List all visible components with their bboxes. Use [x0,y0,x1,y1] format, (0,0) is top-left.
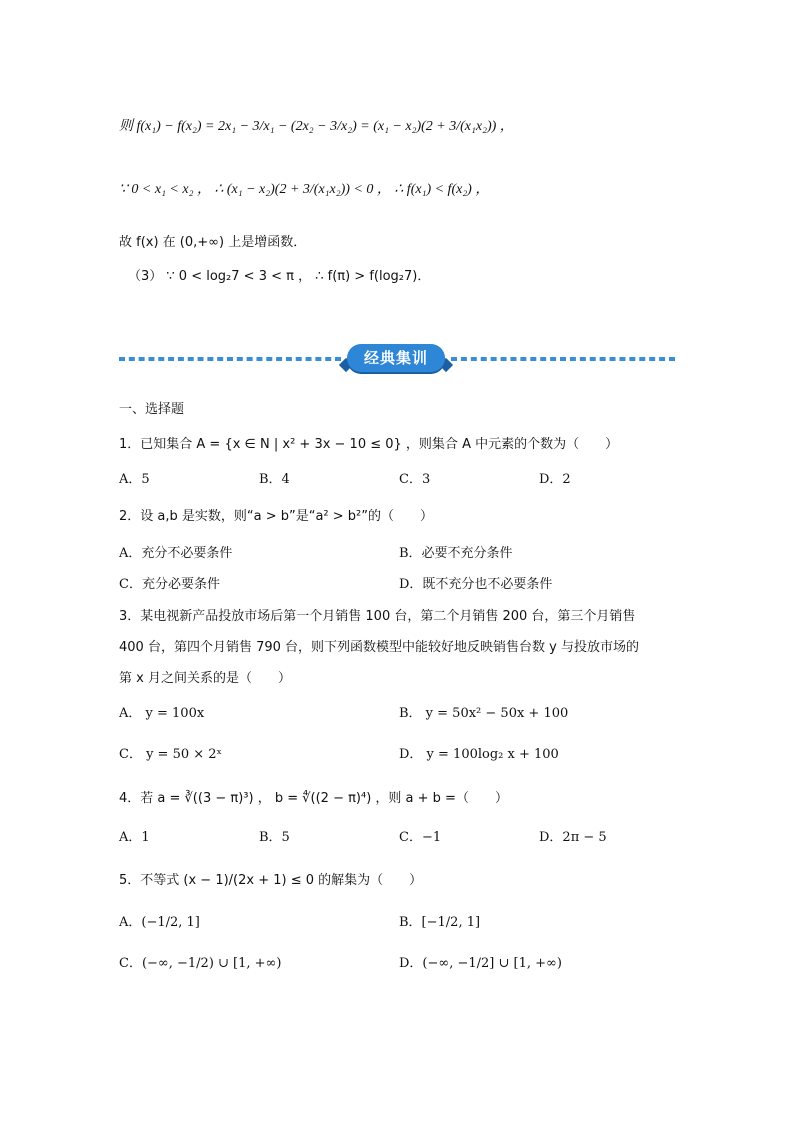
solution-line-1: 则 f(x₁) − f(x₂) = 2x₁ − 3/x₁ − (2x₂ − 3/x₂) = (x₁ − x₂)(2 + 3/(x₁x₂)) ， [119,119,514,134]
q5-option-c[interactable]: C．(−∞, −1/2) ∪ [1, +∞) [119,956,282,971]
question-1-stem: 1．已知集合 A = {x ∈ N | x² + 3x − 10 ≤ 0} ，则集合 A 中元素的个数为（ ） [119,437,619,452]
q3-option-b[interactable]: B． y = 50x² − 50x + 100 [399,706,569,721]
q2-option-a[interactable]: A．充分不必要条件 [119,546,233,561]
solution-line-4: （3） ∵ 0 < log₂7 < 3 < π ， ∴ f(π) > f(log₂7)． [128,269,431,284]
q3-option-c[interactable]: C． y = 50 × 2ˣ [119,747,223,762]
solution-line-3: 故 f(x) 在 (0,+∞) 上是增函数． [119,235,307,250]
section-heading: 一、选择题 [119,402,185,417]
banner-right-dashes [451,357,675,361]
q4-option-d[interactable]: D．2π − 5 [539,830,607,845]
q2-option-c[interactable]: C．充分必要条件 [119,577,220,592]
question-5-stem: 5．不等式 (x − 1)/(2x + 1) ≤ 0 的解集为（ ） [119,873,423,888]
q1-option-b[interactable]: B．4 [259,472,290,487]
question-3-stem-line-2: 400 台，第四个月销售 790 台，则下列函数模型中能较好地反映销售台数 y 与投放市场的 [119,640,639,655]
solution-line-2: ∵ 0 < x₁ < x₂ ， ∴ (x₁ − x₂)(2 + 3/(x₁x₂)) < 0 ， ∴ f(x₁) < f(x₂) ， [119,182,490,197]
q2-option-b[interactable]: B．必要不充分条件 [399,546,513,561]
question-2-stem: 2．设 a,b 是实数，则“a > b”是“a² > b²”的（ ） [119,509,433,524]
q4-option-a[interactable]: A．1 [119,830,150,845]
q3-option-a[interactable]: A． y = 100x [119,706,205,721]
q1-option-d[interactable]: D．2 [539,472,571,487]
q1-option-a[interactable]: A．5 [119,472,150,487]
q1-option-c[interactable]: C．3 [399,472,431,487]
banner-title: 经典集训 [347,344,445,372]
q4-option-c[interactable]: C．−1 [399,830,442,845]
q2-option-d[interactable]: D．既不充分也不必要条件 [399,577,553,592]
question-3-stem-line-3: 第 x 月之间关系的是（ ） [119,671,291,686]
q3-option-d[interactable]: D． y = 100log₂ x + 100 [399,747,559,762]
question-3-stem-line-1: 3．某电视新产品投放市场后第一个月销售 100 台，第二个月销售 200 台，第三个月销售 [119,609,636,624]
banner-left-dashes [119,357,341,361]
question-4-stem: 4．若 a = ∛((3 − π)³) ， b = ∜((2 − π)⁴) ，则 a + b =（ ） [119,791,508,806]
q4-option-b[interactable]: B．5 [259,830,290,845]
q5-option-b[interactable]: B．[−1/2, 1] [399,915,481,930]
q5-option-a[interactable]: A．(−1/2, 1] [119,915,200,930]
section-banner [119,344,675,374]
q5-option-d[interactable]: D．(−∞, −1/2] ∪ [1, +∞) [399,956,562,971]
